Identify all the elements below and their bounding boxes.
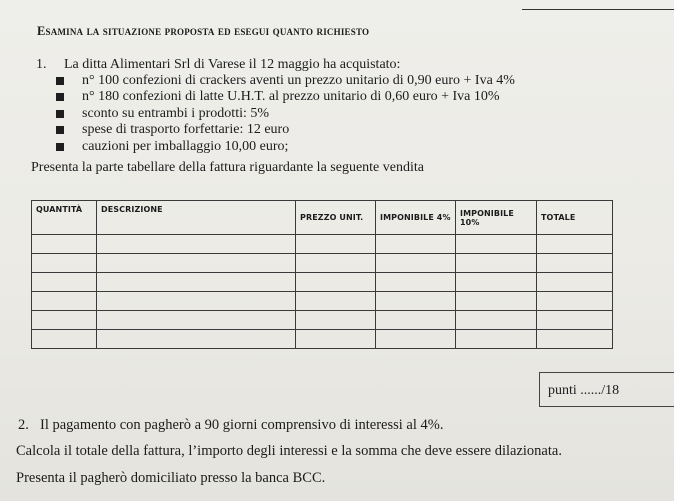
table-cell[interactable] — [456, 330, 537, 349]
table-cell[interactable] — [97, 254, 296, 273]
table-instruction: Presenta la parte tabellare della fattura riguardante la seguente vendita — [31, 160, 424, 175]
table-row — [32, 254, 613, 273]
table-cell[interactable] — [537, 330, 613, 349]
list-item: cauzioni per imballaggio 10,00 euro; — [56, 139, 515, 155]
table-cell[interactable] — [456, 292, 537, 311]
question-1-text: La ditta Alimentari Srl di Varese il 12 maggio ha acquistato: — [64, 57, 401, 72]
table-cell[interactable] — [296, 292, 376, 311]
table-cell[interactable] — [537, 311, 613, 330]
list-item: sconto su entrambi i prodotti: 5% — [56, 106, 515, 122]
table-row — [32, 273, 613, 292]
table-cell[interactable] — [456, 273, 537, 292]
table-cell[interactable] — [296, 254, 376, 273]
question-1-number: 1. — [36, 57, 47, 72]
table-cell[interactable] — [296, 311, 376, 330]
table-cell[interactable] — [97, 311, 296, 330]
purchase-list — [56, 73, 515, 155]
bullet-square-icon — [56, 77, 64, 85]
table-cell[interactable] — [97, 330, 296, 349]
header-totale: TOTALE — [537, 201, 613, 235]
invoice-table — [31, 200, 613, 349]
table-cell[interactable] — [97, 273, 296, 292]
table-cell[interactable] — [376, 235, 456, 254]
header-prezzo-unit: PREZZO UNIT. — [296, 201, 376, 235]
bullet-square-icon — [56, 143, 64, 151]
bullet-square-icon — [56, 93, 64, 101]
question-2-text: Il pagamento con pagherò a 90 giorni comprensivo di interessi al 4%. — [40, 417, 444, 433]
question-2-number: 2. — [18, 417, 29, 433]
bullet-square-icon — [56, 110, 64, 118]
top-rule — [522, 9, 674, 10]
question-2-task-calculate: Calcola il totale della fattura, l’importo degli interessi e la somma che deve essere dilazionata. — [16, 443, 562, 459]
list-item: n° 180 confezioni di latte U.H.T. al prezzo unitario di 0,60 euro + Iva 10% — [56, 89, 515, 105]
table-row — [32, 292, 613, 311]
table-cell[interactable] — [97, 235, 296, 254]
table-cell[interactable] — [296, 235, 376, 254]
table-cell[interactable] — [32, 311, 97, 330]
list-item: n° 100 confezioni di crackers aventi un prezzo unitario di 0,90 euro + Iva 4% — [56, 73, 515, 89]
table-row — [32, 235, 613, 254]
header-quantita: QUANTITÀ — [32, 201, 97, 235]
table-row — [32, 330, 613, 349]
header-imponibile-4: IMPONIBILE 4% — [376, 201, 456, 235]
table-cell[interactable] — [32, 273, 97, 292]
table-cell[interactable] — [537, 292, 613, 311]
table-cell[interactable] — [97, 292, 296, 311]
table-cell[interactable] — [32, 235, 97, 254]
table-cell[interactable] — [296, 330, 376, 349]
table-cell[interactable] — [376, 311, 456, 330]
table-cell[interactable] — [537, 273, 613, 292]
score-box: punti ....../18 — [539, 372, 674, 407]
question-2-task-promissory-note: Presenta il pagherò domiciliato presso la banca BCC. — [16, 470, 326, 486]
exercise-heading: Esamina la situazione proposta ed esegui quanto richiesto — [37, 24, 370, 38]
table-cell[interactable] — [296, 273, 376, 292]
header-descrizione: DESCRIZIONE — [97, 201, 296, 235]
table-cell[interactable] — [456, 235, 537, 254]
header-imponibile-10: IMPONIBILE 10% — [456, 201, 537, 235]
table-cell[interactable] — [32, 330, 97, 349]
table-cell[interactable] — [456, 311, 537, 330]
bullet-square-icon — [56, 126, 64, 134]
question-1-intro — [36, 57, 400, 73]
question-2-intro — [18, 417, 443, 434]
table-cell[interactable] — [537, 254, 613, 273]
table-row — [32, 311, 613, 330]
table-cell[interactable] — [376, 273, 456, 292]
table-cell[interactable] — [376, 292, 456, 311]
table-cell[interactable] — [537, 235, 613, 254]
table-cell[interactable] — [32, 254, 97, 273]
table-cell[interactable] — [376, 330, 456, 349]
table-cell[interactable] — [456, 254, 537, 273]
table-header-row — [32, 201, 613, 235]
list-item: spese di trasporto forfettarie: 12 euro — [56, 122, 515, 138]
table-cell[interactable] — [32, 292, 97, 311]
table-cell[interactable] — [376, 254, 456, 273]
